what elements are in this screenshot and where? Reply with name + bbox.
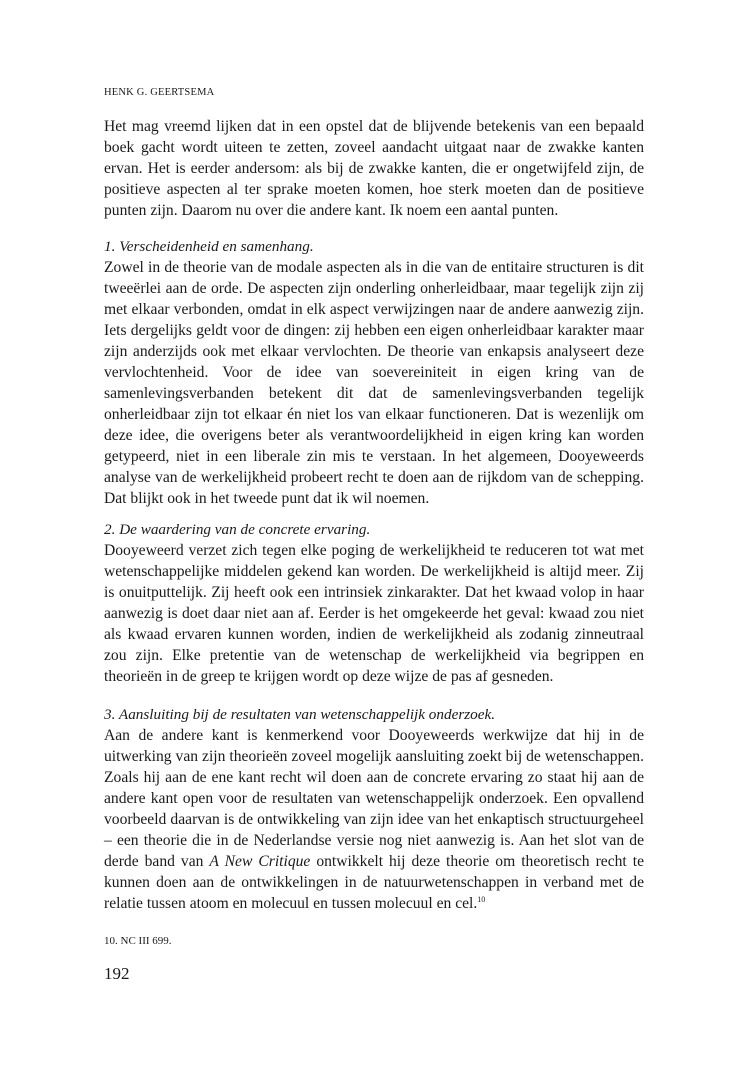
intro-paragraph: Het mag vreemd lijken dat in een opstel dat de blijvende betekenis van een bepaald boek gacht wordt uiteen te zetten, zoveel aandacht uitgaat naar de zwakke kanten ervan. Het is eerder andersom: als bij de zwakke kanten, die er ongetwijfeld zijn, de positieve aspecten al ter sprake moeten komen, hoe sterk moeten dan de positieve punten zijn. Daarom nu over die andere kant. Ik noem een aantal punten.: [104, 118, 644, 219]
section-1-paragraph: Zowel in de theorie van de modale aspecten als in die van de entitaire structuren is dit tweeërlei aan de orde. De aspecten zijn onderling onherleidbaar, maar tegelijk zijn zij met elkaar verbonden, omdat in elk aspect verwijzingen naar de andere aanwezig zijn. Iets dergelijks geldt voor de dingen: zij hebben een eigen onherleidbaar karakter maar zijn anderzijds ook met elkaar vervlochten. De theorie van enkapsis analyseert deze vervlochtenheid. Voor de idee van soevereiniteit in eigen kring van de samenlevingsverbanden betekent dit dat de samenlevingsverbanden tegelijk onherleidbaar zijn tot elkaar én niet los van elkaar functioneren. Dat is wezenlijk om deze idee, die overigens beter als verantwoordelijkheid in eigen kring kan worden getypeerd, niet in een liberale zin mis te verstaan. In het algemeen, Dooyeweerds analyse van de werkelijkheid probeert recht te doen aan de rijkdom van de schepping. Dat blijkt ook in het tweede punt dat ik wil noemen.: [104, 259, 644, 507]
book-title: A New Critique: [209, 853, 311, 870]
footnote: 10. NC III 699.: [104, 935, 172, 947]
section-1-title: 1. Verscheidenheid en samenhang.: [104, 238, 314, 255]
running-head: HENK G. GEERTSEMA: [104, 87, 215, 98]
section-2-paragraph: Dooyeweerd verzet zich tegen elke poging de werkelijkheid te reduceren tot wat met wetenschappelijke middelen gekend kan worden. De werkelijkheid is altijd meer. Zij is onuitputtelijk. Zij heeft ook een intrinsiek zinkarakter. Dat het kwaad volop in haar aanwezig is doet daar niet aan af. Eerder is het omgekeerde het geval: kwaad zou niet als kwaad ervaren kunnen worden, indien de werkelijkheid als zodanig zinneutraal zou zijn. Elke pretentie van de wetenschap de werkelijkheid via begrippen en theorieën in de greep te krijgen wordt op deze wijze de pas af gesneden.: [104, 542, 644, 685]
section-3-title: 3. Aansluiting bij de resultaten van wetenschappelijk onderzoek.: [104, 706, 496, 723]
footnote-ref[interactable]: 10: [477, 894, 486, 904]
section-2-title: 2. De waardering van de concrete ervaring.: [104, 521, 371, 538]
section-3-text-b: ontwikkelt hij deze theorie om theoretisch recht te kunnen doen aan de ontwikkelingen in de natuurwetenschappen in verband met de relatie tussen atoom en molecuul en tussen molecuul en cel.: [104, 853, 644, 912]
section-3-text-a: Aan de andere kant is kenmerkend voor Dooyeweerds werkwijze dat hij in de uitwerking van zijn theorieën zoveel mogelijk aansluiting zoekt bij de wetenschappen. Zoals hij aan de ene kant recht wil doen aan de concrete ervaring zo staat hij aan de andere kant open voor de resultaten van wetenschappelijk onderzoek. Een opvallend voorbeeld daarvan is de ontwikkeling van zijn idee van het enkaptisch structuurgeheel – een theorie die in de Nederlandse versie nog niet aanwezig is. Aan het slot van de derde band van: [104, 727, 644, 870]
page-number: 192: [104, 964, 130, 983]
section-3-paragraph: [104, 725, 644, 914]
